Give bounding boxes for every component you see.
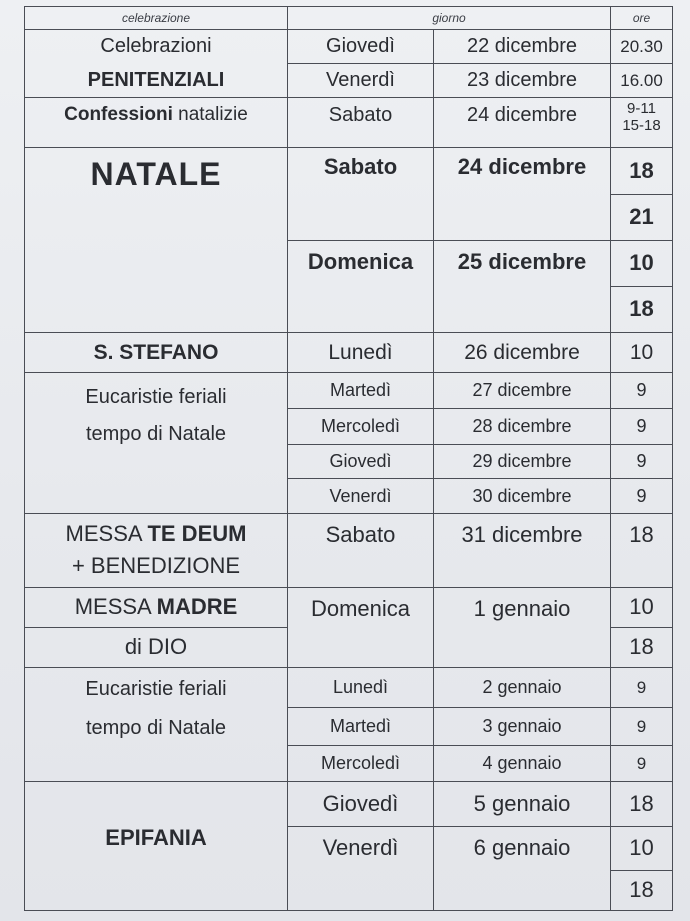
time-cell: 18 <box>611 782 673 826</box>
time-cell: 10 <box>611 587 673 627</box>
time-cell: 9 <box>611 708 673 746</box>
celebration-cell <box>25 98 288 148</box>
celebration-line: tempo di Natale <box>85 423 227 446</box>
day-cell: Mercoledì <box>288 746 434 782</box>
celebration-prefix: MESSA <box>74 594 157 620</box>
day-cell: Venerdì <box>288 826 434 910</box>
date-cell: 5 gennaio <box>434 782 611 826</box>
time-cell: 16.00 <box>611 64 673 98</box>
date-cell: 1 gennaio <box>434 587 611 667</box>
day-cell: Lunedì <box>288 333 434 373</box>
table-row <box>25 513 673 587</box>
table-row <box>25 668 673 708</box>
date-cell: 23 dicembre <box>434 64 611 98</box>
time-cell <box>611 98 673 148</box>
time-cell: 10 <box>611 826 673 870</box>
day-cell: Sabato <box>288 513 434 587</box>
celebration-line: Eucaristie feriali <box>85 678 227 701</box>
date-cell: 27 dicembre <box>434 373 611 409</box>
table-row <box>25 98 673 148</box>
time-cell: 9 <box>611 479 673 513</box>
celebration-cell <box>25 513 288 587</box>
celebration-line: + BENEDIZIONE <box>71 552 241 578</box>
time-cell: 18 <box>611 148 673 194</box>
time-cell: 10 <box>611 333 673 373</box>
day-cell: Venerdì <box>288 64 434 98</box>
date-cell: 2 gennaio <box>434 668 611 708</box>
celebration-title: EPIFANIA <box>25 782 288 911</box>
celebration-line <box>29 518 283 550</box>
day-cell: Domenica <box>288 240 434 332</box>
time-cell: 9 <box>611 445 673 479</box>
date-cell: 26 dicembre <box>434 333 611 373</box>
date-cell: 24 dicembre <box>434 148 611 240</box>
day-cell: Domenica <box>288 587 434 667</box>
celebration-cell: Celebrazioni <box>25 30 288 64</box>
day-cell: Mercoledì <box>288 409 434 445</box>
celebration-title: S. STEFANO <box>25 333 288 373</box>
time-cell: 9 <box>611 373 673 409</box>
header-celebration: celebrazione <box>25 7 288 30</box>
time-slot: 15-18 <box>622 117 661 135</box>
celebration-cell <box>25 587 288 627</box>
celebration-cell <box>25 373 288 513</box>
day-cell: Sabato <box>288 98 434 148</box>
table-row <box>25 148 673 194</box>
time-cell: 18 <box>611 513 673 587</box>
date-cell: 3 gennaio <box>434 708 611 746</box>
celebration-line: Eucaristie feriali <box>85 386 227 409</box>
time-cell: 9 <box>611 409 673 445</box>
date-cell: 31 dicembre <box>434 513 611 587</box>
day-cell: Lunedì <box>288 668 434 708</box>
time-cell: 10 <box>611 240 673 286</box>
date-cell: 24 dicembre <box>434 98 611 148</box>
time-cell: 9 <box>611 746 673 782</box>
celebration-bold: Confessioni <box>64 104 173 126</box>
time-slot: 9-11 <box>627 100 656 118</box>
date-cell: 6 gennaio <box>434 826 611 910</box>
date-cell: 4 gennaio <box>434 746 611 782</box>
celebration-bold: TE DEUM <box>147 520 247 546</box>
celebration-cell: PENITENZIALI <box>25 64 288 98</box>
date-cell: 25 dicembre <box>434 240 611 332</box>
date-cell: 22 dicembre <box>434 30 611 64</box>
table-row <box>25 587 673 627</box>
day-cell: Giovedì <box>288 445 434 479</box>
table-row <box>25 782 673 826</box>
time-cell: 20.30 <box>611 30 673 64</box>
celebration-text: natalizie <box>172 104 248 126</box>
table-row <box>25 333 673 373</box>
day-cell: Martedì <box>288 373 434 409</box>
table-row <box>25 30 673 64</box>
day-cell: Sabato <box>288 148 434 240</box>
date-cell: 30 dicembre <box>434 479 611 513</box>
time-cell: 21 <box>611 194 673 240</box>
date-cell: 28 dicembre <box>434 409 611 445</box>
time-cell: 18 <box>611 627 673 667</box>
celebration-cell <box>25 668 288 782</box>
header-day: giorno <box>288 7 611 30</box>
celebration-title: NATALE <box>25 148 288 333</box>
table-row <box>25 64 673 98</box>
celebration-line: tempo di Natale <box>85 717 227 740</box>
day-cell: Venerdì <box>288 479 434 513</box>
time-cell: 18 <box>611 870 673 910</box>
day-cell: Martedì <box>288 708 434 746</box>
header-time: ore <box>611 7 673 30</box>
time-cell: 18 <box>611 286 673 332</box>
celebration-cell: di DIO <box>25 627 288 667</box>
day-cell: Giovedì <box>288 30 434 64</box>
celebration-prefix: MESSA <box>65 520 148 546</box>
schedule-table <box>24 6 673 911</box>
time-cell: 9 <box>611 668 673 708</box>
date-cell: 29 dicembre <box>434 445 611 479</box>
header-row <box>25 7 673 30</box>
day-cell: Giovedì <box>288 782 434 826</box>
table-row <box>25 373 673 409</box>
celebration-bold: MADRE <box>156 594 238 620</box>
